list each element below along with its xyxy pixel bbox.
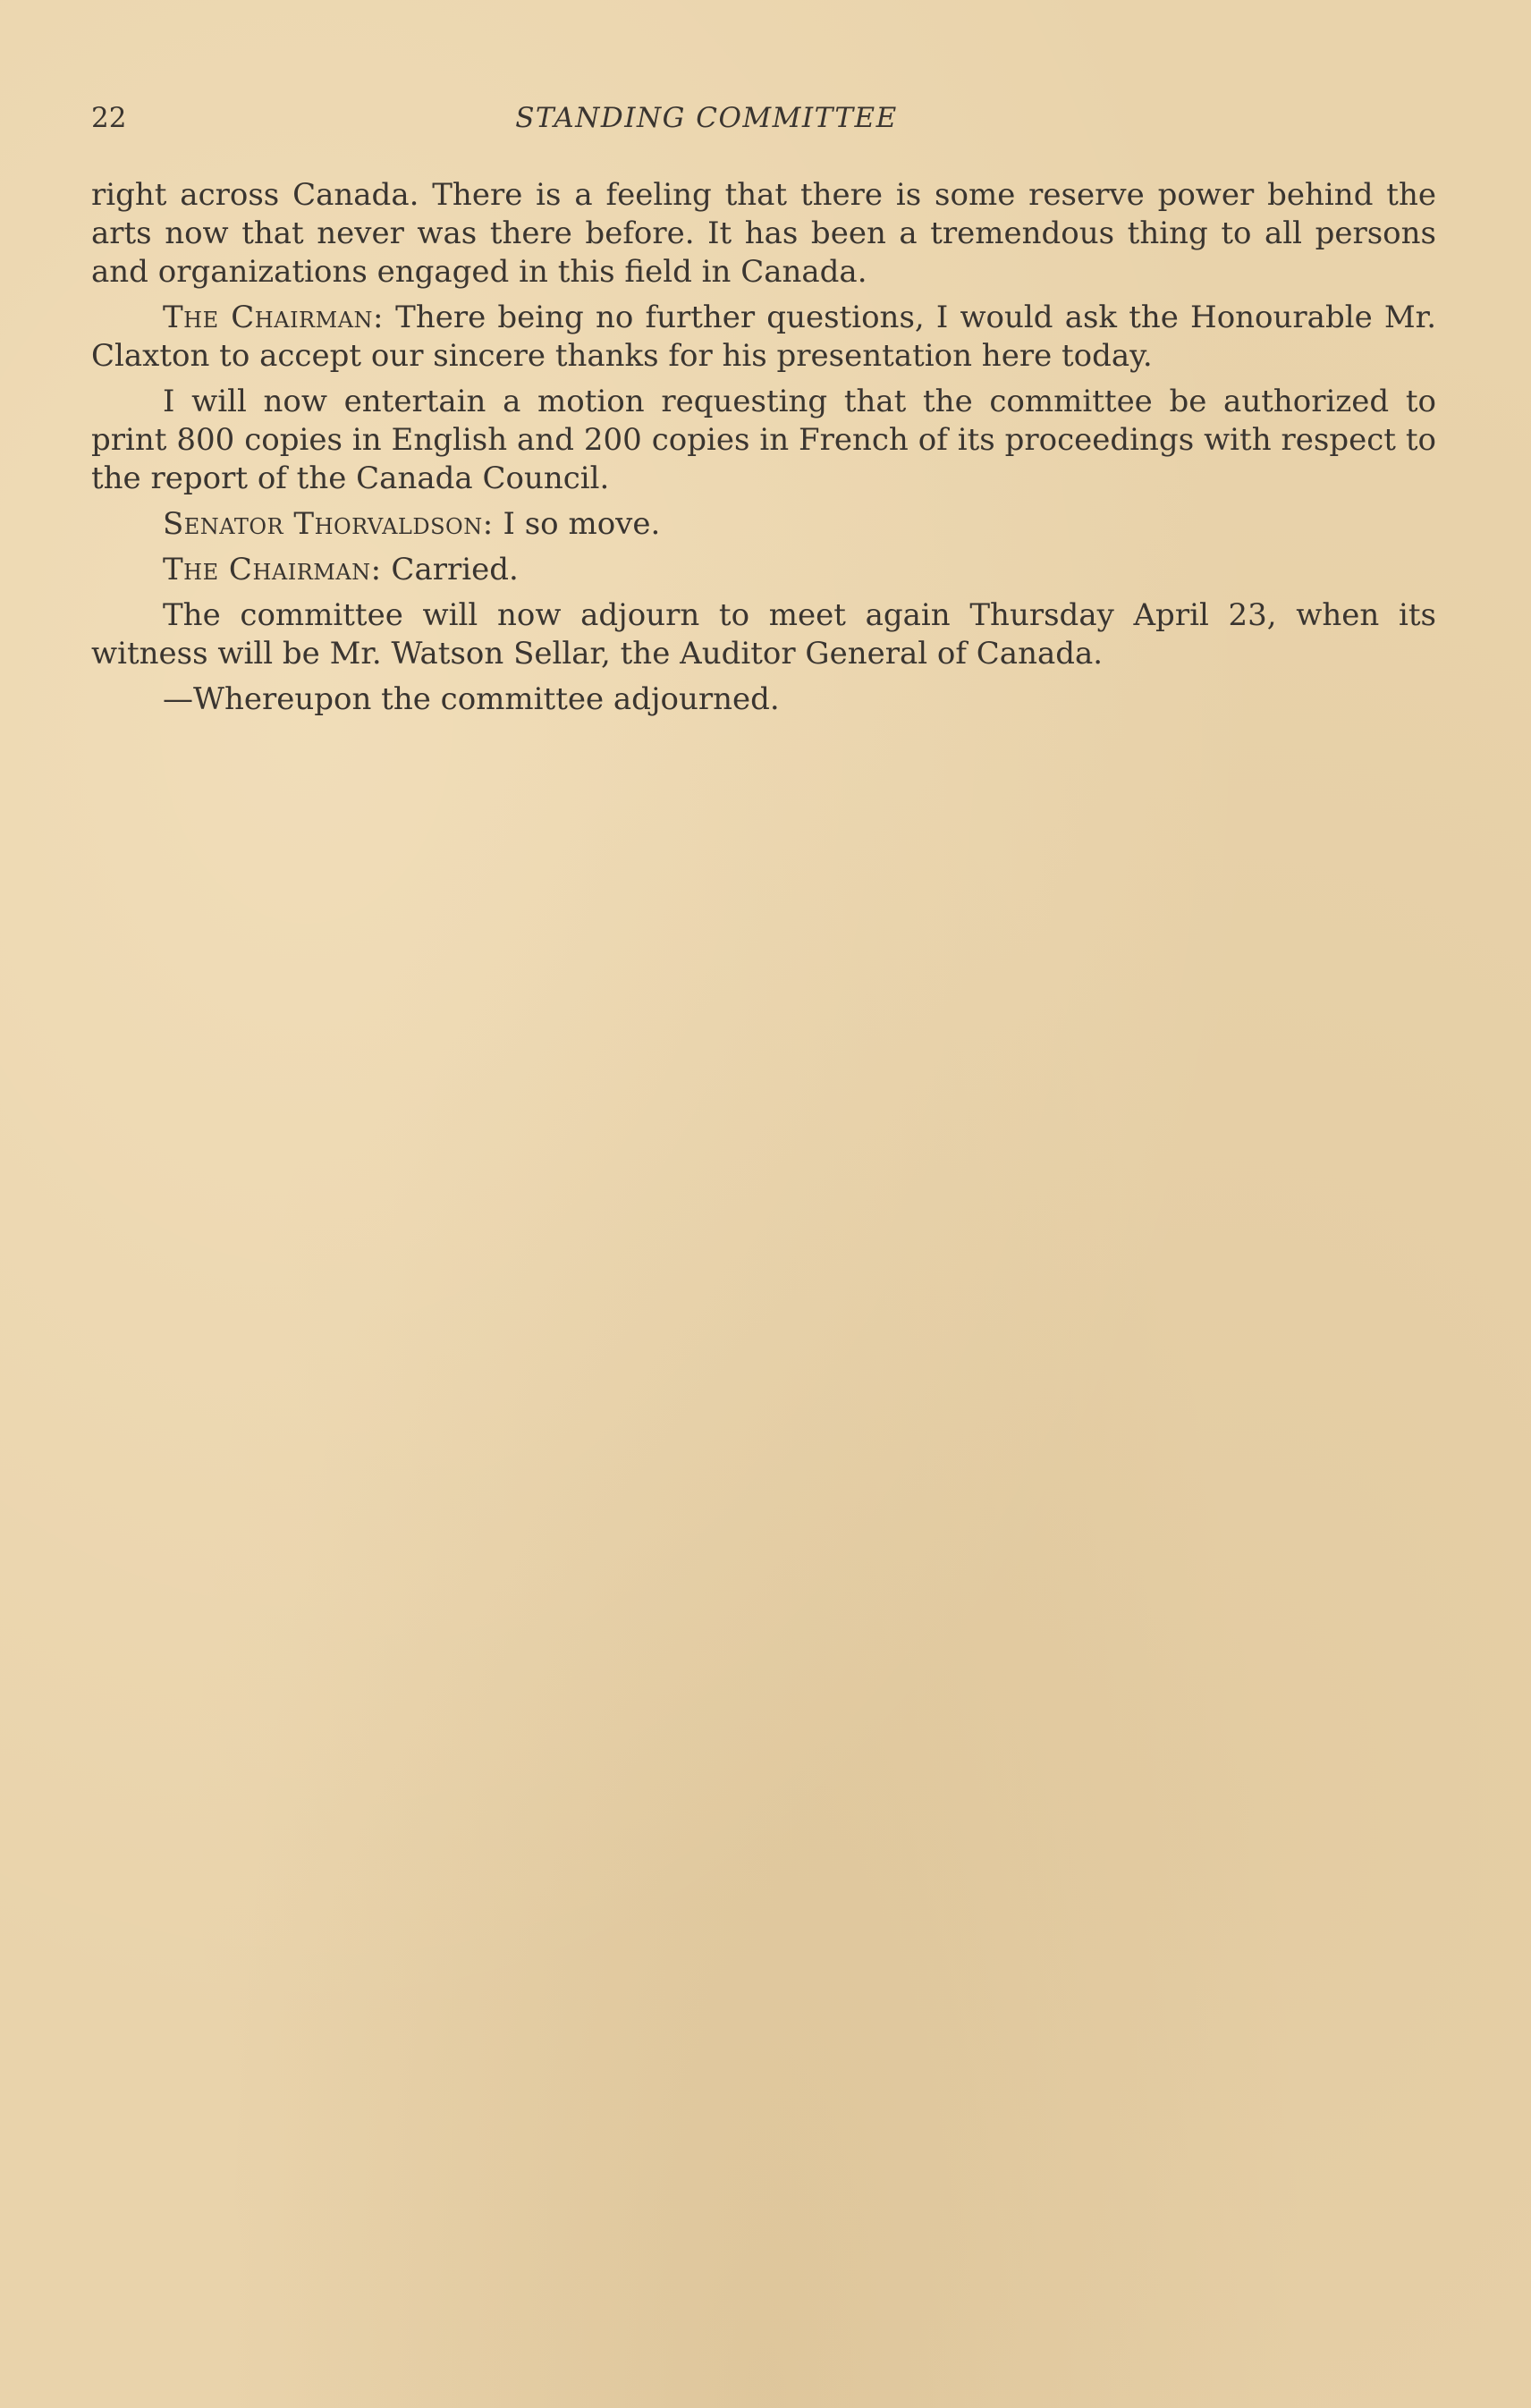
paragraph-motion xyxy=(91,383,1436,498)
running-title: STANDING COMMITTEE xyxy=(515,102,898,134)
body-text xyxy=(91,176,1436,726)
paragraph-text: The committee will now adjourn to meet again Thursday April 23, when its witness will be Mr. Watson Sellar, the Auditor General of Canada. xyxy=(91,597,1436,672)
paragraph-text: I will now entertain a motion requesting that the committee be authorized to print 800 copies in English and 200 copies in French of its proceedings with respect to the report of the Canada Council. xyxy=(91,384,1436,496)
speaker-name: The Chairman: xyxy=(163,552,382,587)
paragraph-text: right across Canada. There is a feeling that there is some reserve power behind the arts now that never was there before. It has been a tremendous thing to all persons and organizations engaged in this field in Canada. xyxy=(91,177,1436,290)
paragraph-text: —Whereupon the committee adjourned. xyxy=(163,681,780,717)
speaker-name: The Chairman: xyxy=(163,300,384,335)
paragraph-text: Carried. xyxy=(381,552,519,587)
paragraph-continuation xyxy=(91,176,1436,291)
page-number: 22 xyxy=(91,102,127,134)
paragraph-senator-move xyxy=(91,505,1436,544)
paragraph-text: There being no further questions, I would ask the Honourable Mr. Claxton to accept our sincere thanks for his presentation here today. xyxy=(91,300,1437,374)
running-head xyxy=(91,100,1436,136)
paragraph-adjourned xyxy=(91,680,1436,719)
paragraph-chairman-thanks xyxy=(91,299,1436,376)
paragraph-adjourn-notice xyxy=(91,596,1436,673)
speaker-name: Senator Thorvaldson: xyxy=(163,506,494,542)
paragraph-chairman-carried xyxy=(91,551,1436,589)
paragraph-text: I so move. xyxy=(493,506,661,542)
